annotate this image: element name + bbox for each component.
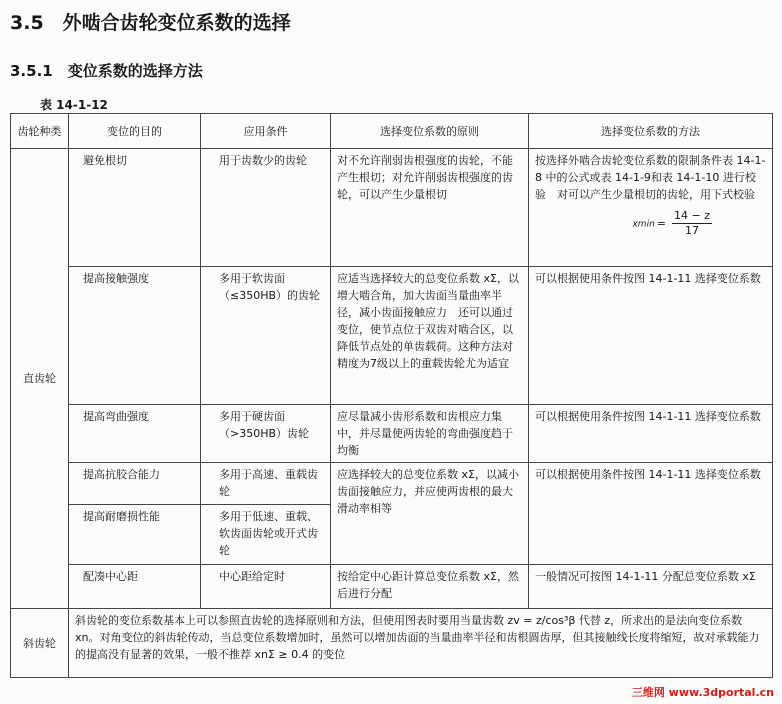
principle-cell: 应选择较大的总变位系数 xΣ，以减小齿面接触应力，并应使两齿根的最大滑动率相等 xyxy=(331,463,529,565)
category-helical-gear: 斜齿轮 xyxy=(11,609,69,678)
formula-numerator: 14 − z xyxy=(674,209,710,222)
method-cell: 可以根据使用条件按图 14-1-11 选择变位系数 xyxy=(529,267,773,405)
helical-description: 斜齿轮的变位系数基本上可以参照直齿轮的选择原则和方法，但使用图表时要用当量齿数 zv = z/cos³β 代替 z，所求出的是法向变位系数 xn。对角变位的斜齿轮传动，当总变位系数增加时，虽然可以增加齿面的当量曲率半径和齿根圆齿厚，但其接触线长度将缩短，故对承载能力的提高没有显著的效果，一般不推荐 xnΣ ≥ 0.4 的变位 xyxy=(69,609,773,678)
table-row xyxy=(11,405,773,463)
selection-table xyxy=(10,113,773,678)
header-method: 选择变位系数的方法 xyxy=(529,114,773,149)
method-cell xyxy=(529,149,773,267)
formula-denominator: 17 xyxy=(685,224,699,237)
condition-cell: 多用于硬齿面（>350HB）齿轮 xyxy=(201,405,331,463)
xmin-formula: xmin = $\frac{14 - z}{17}$ xyxy=(632,209,710,237)
header-purpose: 变位的目的 xyxy=(69,114,201,149)
method-cell: 一般情况可按图 14-1-11 分配总变位系数 xΣ xyxy=(529,565,773,609)
purpose-cell: 提高抗胶合能力 xyxy=(69,463,201,505)
method-cell: 可以根据使用条件按图 14-1-11 选择变位系数 xyxy=(529,405,773,463)
condition-cell: 中心距给定时 xyxy=(201,565,331,609)
subsection-heading: 3.5.1 变位系数的选择方法 xyxy=(10,62,203,80)
principle-cell: 按给定中心距计算总变位系数 xΣ，然后进行分配 xyxy=(331,565,529,609)
purpose-cell: 提高弯曲强度 xyxy=(69,405,201,463)
table-caption: 表 14-1-12 xyxy=(40,98,108,112)
condition-cell: 多用于软齿面（≤350HB）的齿轮 xyxy=(201,267,331,405)
header-condition: 应用条件 xyxy=(201,114,331,149)
principle-cell: 应尽量减小齿形系数和齿根应力集中，并尽量使两齿轮的弯曲强度趋于均衡 xyxy=(331,405,529,463)
table-header-row xyxy=(11,114,773,149)
table-row xyxy=(11,565,773,609)
condition-cell: 多用于低速、重载、软齿面齿轮或开式齿轮 xyxy=(201,505,331,565)
method-text: 按选择外啮合齿轮变位系数的限制条件表 14-1-8 中的公式或表 14-1-9和表 14-1-10 进行校验 对可以产生少量根切的齿轮，用下式校验 xyxy=(535,154,766,201)
section-heading: 3.5 外啮合齿轮变位系数的选择 xyxy=(10,12,291,34)
table-row xyxy=(11,463,773,505)
table-row xyxy=(11,267,773,405)
table-row xyxy=(11,609,773,678)
site-watermark: 三维网 www.3dportal.cn xyxy=(631,686,774,699)
principle-cell: 应适当选择较大的总变位系数 xΣ，以增大啮合角，加大齿面当量曲率半径，减小齿面接触应力 还可以通过变位，使节点位于双齿对啮合区，以降低节点处的单齿载荷。这种方法对精度为7级以上的重载齿轮尤为适宜 xyxy=(331,267,529,405)
purpose-cell: 提高接触强度 xyxy=(69,267,201,405)
purpose-cell: 配凑中心距 xyxy=(69,565,201,609)
category-spur-gear: 直齿轮 xyxy=(11,149,69,609)
method-cell: 可以根据使用条件按图 14-1-11 选择变位系数 xyxy=(529,463,773,565)
table-row xyxy=(11,149,773,267)
purpose-cell: 提高耐磨损性能 xyxy=(69,505,201,565)
condition-cell: 用于齿数少的齿轮 xyxy=(201,149,331,267)
purpose-cell: 避免根切 xyxy=(69,149,201,267)
condition-cell: 多用于高速、重载齿轮 xyxy=(201,463,331,505)
formula-lhs: xmin xyxy=(632,219,655,230)
header-gear-type: 齿轮种类 xyxy=(11,114,69,149)
principle-cell: 对不允许削弱齿根强度的齿轮，不能产生根切；对允许削弱齿根强度的齿轮，可以产生少量根切 xyxy=(331,149,529,267)
header-principle: 选择变位系数的原则 xyxy=(331,114,529,149)
